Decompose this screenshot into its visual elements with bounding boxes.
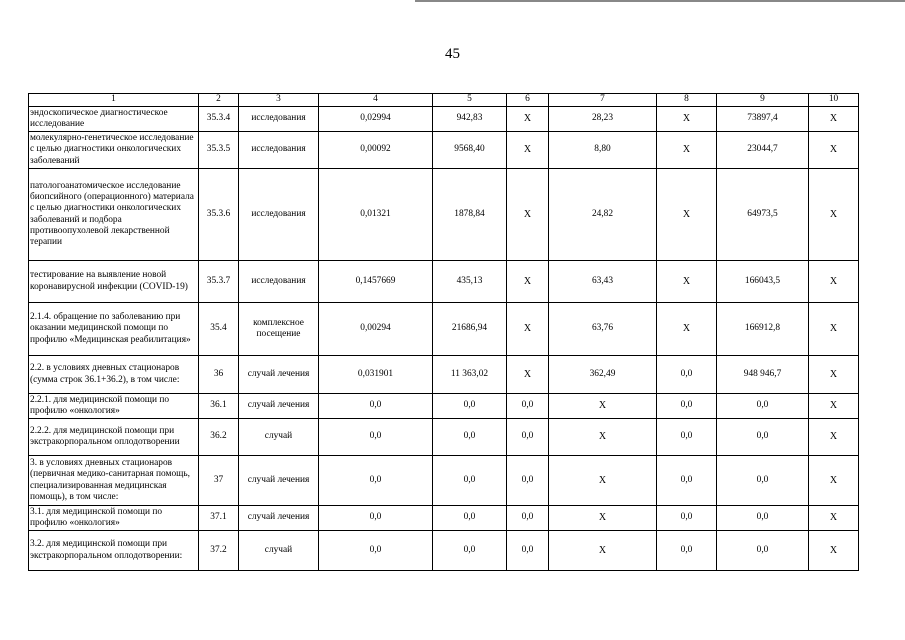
cell-value: 63,76 bbox=[549, 303, 657, 356]
cell-value: X bbox=[809, 394, 859, 419]
cell-value: 64973,5 bbox=[717, 169, 809, 261]
cell-value: 362,49 bbox=[549, 356, 657, 394]
row-unit: случай bbox=[239, 531, 319, 571]
cell-value: 0,01321 bbox=[319, 169, 433, 261]
cell-value: X bbox=[809, 169, 859, 261]
column-header: 1 bbox=[29, 94, 199, 107]
table-row bbox=[29, 419, 859, 456]
cell-value: 0,0 bbox=[319, 394, 433, 419]
cell-value: X bbox=[809, 107, 859, 132]
table-row bbox=[29, 356, 859, 394]
row-code: 37.2 bbox=[199, 531, 239, 571]
cell-value: 0,0 bbox=[657, 531, 717, 571]
cell-value: 0,1457669 bbox=[319, 261, 433, 303]
table-row bbox=[29, 169, 859, 261]
row-code: 35.4 bbox=[199, 303, 239, 356]
cell-value: X bbox=[809, 531, 859, 571]
cell-value: 0,0 bbox=[657, 456, 717, 506]
cell-value: X bbox=[507, 261, 549, 303]
column-header: 8 bbox=[657, 94, 717, 107]
row-code: 36.1 bbox=[199, 394, 239, 419]
cell-value: 0,0 bbox=[319, 531, 433, 571]
row-unit: случай лечения bbox=[239, 394, 319, 419]
cell-value: 63,43 bbox=[549, 261, 657, 303]
cell-value: X bbox=[507, 169, 549, 261]
cell-value: 1878,84 bbox=[433, 169, 507, 261]
table-row bbox=[29, 261, 859, 303]
column-header: 6 bbox=[507, 94, 549, 107]
cell-value: X bbox=[809, 356, 859, 394]
row-name: 3.1. для медицинской помощи по профилю «онкология» bbox=[29, 506, 199, 531]
cell-value: X bbox=[657, 303, 717, 356]
cell-value: 0,0 bbox=[657, 506, 717, 531]
table-row bbox=[29, 394, 859, 419]
cell-value: 0,00294 bbox=[319, 303, 433, 356]
row-unit: случай лечения bbox=[239, 506, 319, 531]
cell-value: X bbox=[809, 303, 859, 356]
cell-value: 0,0 bbox=[507, 506, 549, 531]
cell-value: X bbox=[809, 456, 859, 506]
table-row bbox=[29, 531, 859, 571]
column-header: 10 bbox=[809, 94, 859, 107]
cell-value: 166912,8 bbox=[717, 303, 809, 356]
cell-value: X bbox=[507, 107, 549, 132]
cell-value: 942,83 bbox=[433, 107, 507, 132]
column-header: 2 bbox=[199, 94, 239, 107]
row-name: патологоанатомическое исследование биопсийного (операционного) материала с целью диагностики онкологических заболеваний и подбора противоопухолевой лекарственной терапии bbox=[29, 169, 199, 261]
row-code: 35.3.4 bbox=[199, 107, 239, 132]
cell-value: 11 363,02 bbox=[433, 356, 507, 394]
row-unit: случай лечения bbox=[239, 456, 319, 506]
cell-value: X bbox=[809, 261, 859, 303]
row-unit: исследования bbox=[239, 107, 319, 132]
table-row bbox=[29, 303, 859, 356]
cell-value: 0,00092 bbox=[319, 132, 433, 169]
column-header: 5 bbox=[433, 94, 507, 107]
cell-value: X bbox=[657, 132, 717, 169]
cell-value: X bbox=[549, 419, 657, 456]
cell-value: X bbox=[507, 356, 549, 394]
row-code: 36 bbox=[199, 356, 239, 394]
cell-value: 0,0 bbox=[657, 394, 717, 419]
cell-value: 0,031901 bbox=[319, 356, 433, 394]
cell-value: 166043,5 bbox=[717, 261, 809, 303]
row-name: тестирование на выявление новой коронавирусной инфекции (COVID-19) bbox=[29, 261, 199, 303]
cell-value: 0,0 bbox=[433, 394, 507, 419]
row-code: 35.3.7 bbox=[199, 261, 239, 303]
cell-value: 23044,7 bbox=[717, 132, 809, 169]
cell-value: 28,23 bbox=[549, 107, 657, 132]
row-name: 2.2.1. для медицинской помощи по профилю «онкология» bbox=[29, 394, 199, 419]
row-code: 35.3.6 bbox=[199, 169, 239, 261]
cell-value: 0,0 bbox=[717, 419, 809, 456]
cell-value: 0,0 bbox=[717, 456, 809, 506]
cell-value: 0,0 bbox=[433, 419, 507, 456]
cell-value: X bbox=[809, 506, 859, 531]
cell-value: X bbox=[809, 419, 859, 456]
row-unit: исследования bbox=[239, 132, 319, 169]
cell-value: 0,0 bbox=[717, 506, 809, 531]
table-row bbox=[29, 132, 859, 169]
row-name: 3. в условиях дневных стационаров (первичная медико-санитарная помощь, специализированная медицинская помощь), в том числе: bbox=[29, 456, 199, 506]
cell-value: X bbox=[809, 132, 859, 169]
cell-value: X bbox=[507, 303, 549, 356]
row-name: 3.2. для медицинской помощи при экстракорпоральном оплодотворении: bbox=[29, 531, 199, 571]
row-code: 37 bbox=[199, 456, 239, 506]
cell-value: 0,0 bbox=[433, 506, 507, 531]
row-name: 2.1.4. обращение по заболеванию при оказании медицинской помощи по профилю «Медицинская реабилитация» bbox=[29, 303, 199, 356]
cell-value: X bbox=[549, 394, 657, 419]
cell-value: 24,82 bbox=[549, 169, 657, 261]
cell-value: 9568,40 bbox=[433, 132, 507, 169]
cell-value: 8,80 bbox=[549, 132, 657, 169]
cell-value: 0,0 bbox=[319, 419, 433, 456]
cell-value: 0,0 bbox=[507, 419, 549, 456]
cell-value: X bbox=[549, 506, 657, 531]
row-code: 35.3.5 bbox=[199, 132, 239, 169]
cell-value: 0,0 bbox=[657, 356, 717, 394]
data-table bbox=[28, 93, 859, 571]
row-unit: комплексное посещение bbox=[239, 303, 319, 356]
page-number: 45 bbox=[445, 46, 460, 62]
cell-value: 948 946,7 bbox=[717, 356, 809, 394]
row-name: 2.2. в условиях дневных стационаров (сумма строк 36.1+36.2), в том числе: bbox=[29, 356, 199, 394]
row-name: эндоскопическое диагностическое исследование bbox=[29, 107, 199, 132]
cell-value: X bbox=[657, 107, 717, 132]
cell-value: 0,02994 bbox=[319, 107, 433, 132]
cell-value: X bbox=[549, 531, 657, 571]
cell-value: 21686,94 bbox=[433, 303, 507, 356]
column-header: 4 bbox=[319, 94, 433, 107]
table-row bbox=[29, 107, 859, 132]
cell-value: 73897,4 bbox=[717, 107, 809, 132]
cell-value: 0,0 bbox=[657, 419, 717, 456]
row-unit: случай bbox=[239, 419, 319, 456]
cell-value: X bbox=[549, 456, 657, 506]
cell-value: 0,0 bbox=[319, 506, 433, 531]
row-name: 2.2.2. для медицинской помощи при экстракорпоральном оплодотворении bbox=[29, 419, 199, 456]
row-code: 37.1 bbox=[199, 506, 239, 531]
cell-value: 0,0 bbox=[319, 456, 433, 506]
column-header: 7 bbox=[549, 94, 657, 107]
row-name: молекулярно-генетическое исследование с целью диагностики онкологических заболеваний bbox=[29, 132, 199, 169]
column-header: 3 bbox=[239, 94, 319, 107]
cell-value: 0,0 bbox=[507, 456, 549, 506]
cell-value: 0,0 bbox=[433, 456, 507, 506]
cell-value: 435,13 bbox=[433, 261, 507, 303]
cell-value: 0,0 bbox=[507, 394, 549, 419]
cell-value: 0,0 bbox=[507, 531, 549, 571]
cell-value: X bbox=[657, 261, 717, 303]
row-unit: исследования bbox=[239, 261, 319, 303]
column-header: 9 bbox=[717, 94, 809, 107]
cell-value: 0,0 bbox=[433, 531, 507, 571]
row-code: 36.2 bbox=[199, 419, 239, 456]
table-row bbox=[29, 506, 859, 531]
cell-value: X bbox=[657, 169, 717, 261]
cell-value: X bbox=[507, 132, 549, 169]
top-border-line bbox=[415, 0, 905, 2]
row-unit: случай лечения bbox=[239, 356, 319, 394]
cell-value: 0,0 bbox=[717, 531, 809, 571]
cell-value: 0,0 bbox=[717, 394, 809, 419]
row-unit: исследования bbox=[239, 169, 319, 261]
column-header-row bbox=[29, 94, 859, 107]
table-row bbox=[29, 456, 859, 506]
